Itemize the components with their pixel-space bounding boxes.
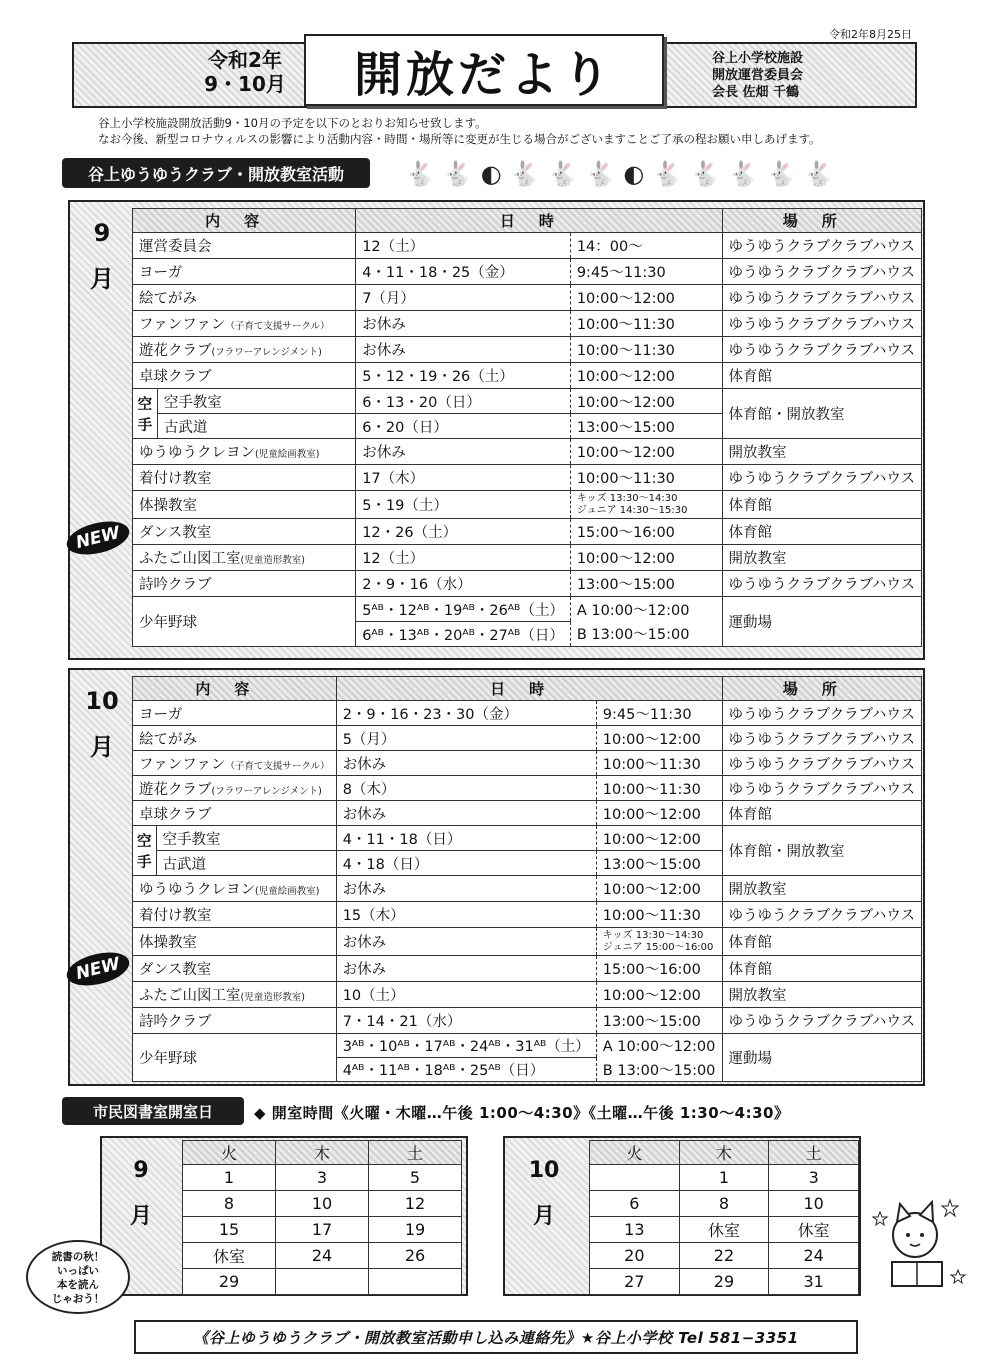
activity-place: ゆうゆうクラブクラブハウス: [722, 902, 922, 928]
library-date-cell: 19: [369, 1217, 462, 1243]
activity-time: 10:00～11:30: [570, 311, 722, 337]
table-row: [133, 545, 922, 571]
activity-place: ゆうゆうクラブクラブハウス: [722, 726, 922, 751]
activity-name: ヨーガ: [133, 701, 337, 726]
activity-date: 10（土）: [336, 982, 596, 1008]
library-date-cell: 29: [183, 1269, 276, 1295]
activity-name: 古武道: [157, 414, 355, 439]
table-row: [133, 311, 922, 337]
activity-name: 体操教室: [133, 928, 337, 956]
library-date-cell: 24: [276, 1243, 369, 1269]
library-date-cell: 12: [369, 1191, 462, 1217]
activity-place: ゆうゆうクラブクラブハウス: [722, 259, 922, 285]
table-row: [133, 597, 922, 622]
library-date-cell: 10: [276, 1191, 369, 1217]
col-place: 場所: [722, 677, 922, 701]
table-row: [133, 801, 922, 826]
activity-date: 6・13・20（日）: [356, 389, 571, 414]
intro-line1: 谷上小学校施設開放活動9・10月の予定を以下のとおりお知らせ致します。: [98, 116, 487, 130]
activity-time: 10:00～12:00: [596, 826, 722, 851]
table-row: [133, 439, 922, 465]
month-unit: 月: [90, 265, 114, 293]
month-unit: 月: [90, 733, 114, 761]
activity-date: 4ᴬᴮ・11ᴬᴮ・18ᴬᴮ・25ᴬᴮ（日）: [336, 1058, 596, 1082]
activity-name: 少年野球: [133, 597, 356, 647]
activity-place: 運動場: [722, 597, 922, 647]
activity-place: 開放教室: [722, 439, 922, 465]
org-line2: 開放運営委員会: [712, 68, 804, 83]
library-week-row: [183, 1243, 462, 1269]
activity-name: ふたご山図工室(児童造形教室): [133, 982, 337, 1008]
library-week-row: [590, 1191, 859, 1217]
activity-date: 5・19（土）: [356, 491, 571, 519]
library-sept-label: 9 月: [129, 1158, 152, 1229]
activity-date: お休み: [336, 928, 596, 956]
activity-place: ゆうゆうクラブクラブハウス: [722, 337, 922, 363]
table-row: [133, 726, 922, 751]
activity-date: 5（月）: [336, 726, 596, 751]
library-day-header: [183, 1141, 462, 1165]
months: 9・10月: [204, 72, 286, 96]
table-row: [133, 571, 922, 597]
activity-time: 9:45～11:30: [596, 701, 722, 726]
library-date-cell: 29: [679, 1269, 769, 1295]
col-content: 内容: [133, 677, 337, 701]
activity-time: 10:00～11:30: [596, 751, 722, 776]
october-table: [132, 676, 922, 1082]
library-date-cell: [590, 1165, 680, 1191]
table-row: [133, 285, 922, 311]
september-label: [74, 210, 130, 302]
day-header: 土: [369, 1141, 462, 1165]
new-badge: NEW: [63, 516, 132, 561]
month-number: 10: [85, 687, 119, 715]
activity-time: 9:45～11:30: [570, 259, 722, 285]
activity-date: 3ᴬᴮ・10ᴬᴮ・17ᴬᴮ・24ᴬᴮ・31ᴬᴮ（土）: [336, 1034, 596, 1058]
activity-date: お休み: [356, 439, 571, 465]
activity-name: 古武道: [156, 851, 336, 876]
activity-time: 10:00～11:30: [570, 337, 722, 363]
library-week-row: [183, 1191, 462, 1217]
library-date-cell: 3: [276, 1165, 369, 1191]
activity-name: ゆうゆうクレヨン(児童絵画教室): [133, 439, 356, 465]
activity-date: 5・12・19・26（土）: [356, 363, 571, 389]
page-title: 開放だより: [304, 34, 664, 106]
activity-name: 少年野球: [133, 1034, 337, 1082]
library-date-cell: 27: [590, 1269, 680, 1295]
library-week-row: [183, 1165, 462, 1191]
library-date-cell: 13: [590, 1217, 680, 1243]
activity-name: ふたご山図工室(児童造形教室): [133, 545, 356, 571]
library-sept-table: [182, 1140, 462, 1295]
library-oct-table: [589, 1140, 859, 1295]
activity-date: 17（木）: [356, 465, 571, 491]
activity-place: ゆうゆうクラブクラブハウス: [722, 285, 922, 311]
activity-name: 遊花クラブ(フラワーアレンジメント): [133, 337, 356, 363]
activity-name: 体操教室: [133, 491, 356, 519]
activity-name: 絵てがみ: [133, 726, 337, 751]
reading-bubble: 読書の秋！ いっぱい 本を読ん じゃおう！: [26, 1240, 130, 1314]
activity-date: お休み: [336, 876, 596, 902]
cat-reading-icon: [870, 1190, 970, 1300]
activity-name: 着付け教室: [133, 465, 356, 491]
intro-text: [98, 115, 958, 147]
september-schedule: [68, 200, 925, 660]
activity-name: ファンファン（子育て支援サークル）: [133, 751, 337, 776]
october-schedule: [68, 668, 925, 1086]
karate-group: 空 手: [133, 826, 157, 876]
activity-time: キッズ 13:30～14:30 ジュニア 15:00～16:00: [596, 928, 722, 956]
table-row: [133, 233, 922, 259]
september-table: [132, 208, 922, 647]
activity-date: 12・26（土）: [356, 519, 571, 545]
activity-date: 4・11・18・25（金）: [356, 259, 571, 285]
activity-date: 2・9・16・23・30（金）: [336, 701, 596, 726]
org-line1: 谷上小学校施設: [712, 51, 804, 66]
library-date-cell: 休室: [183, 1243, 276, 1269]
activity-place: 体育館: [722, 928, 922, 956]
library-date-cell: 休室: [679, 1217, 769, 1243]
activity-place: 開放教室: [722, 545, 922, 571]
activity-name: 卓球クラブ: [133, 363, 356, 389]
activity-place: 体育館: [722, 956, 922, 982]
activity-name: ヨーガ: [133, 259, 356, 285]
activity-time: 13:00～15:00: [596, 1008, 722, 1034]
library-september: [100, 1136, 468, 1296]
activity-date: お休み: [336, 751, 596, 776]
activity-time: 10:00～11:30: [596, 776, 722, 801]
activity-date: お休み: [356, 337, 571, 363]
activity-time: キッズ 13:30～14:30 ジュニア 14:30～15:30: [570, 491, 722, 519]
activity-place: 運動場: [722, 1034, 922, 1082]
library-date-cell: 22: [679, 1243, 769, 1269]
activity-place: ゆうゆうクラブクラブハウス: [722, 465, 922, 491]
library-date-cell: [276, 1269, 369, 1295]
activity-place: 体育館: [722, 363, 922, 389]
section-title-activities: 谷上ゆうゆうクラブ・開放教室活動: [62, 158, 370, 188]
org-line3: 会長 佐畑 千鶴: [712, 85, 800, 100]
library-date-cell: [369, 1269, 462, 1295]
table-row: [133, 956, 922, 982]
activity-time: 13:00～15:00: [570, 571, 722, 597]
activity-place: ゆうゆうクラブクラブハウス: [722, 776, 922, 801]
activity-time: 10:00～11:30: [570, 465, 722, 491]
table-header: [133, 677, 922, 701]
activity-name: 運営委員会: [133, 233, 356, 259]
activity-time: 15:00～16:00: [570, 519, 722, 545]
karate-group: 空 手: [133, 389, 158, 439]
activity-name: ゆうゆうクレヨン(児童絵画教室): [133, 876, 337, 902]
bunny-decoration-icon: 🐇🐇◐🐇🐇🐇◐🐇🐇🐇🐇🐇: [405, 160, 842, 188]
library-week-row: [590, 1269, 859, 1295]
activity-name: 空手教室: [156, 826, 336, 851]
library-week-row: [183, 1217, 462, 1243]
activity-time: 14：00～: [570, 233, 722, 259]
day-header: 木: [276, 1141, 369, 1165]
table-row: [133, 826, 922, 851]
activity-time: 10:00～12:00: [570, 389, 722, 414]
library-date-cell: 3: [769, 1165, 859, 1191]
activity-date: 5ᴬᴮ・12ᴬᴮ・19ᴬᴮ・26ᴬᴮ（土）: [356, 597, 571, 622]
organization: [712, 50, 803, 101]
activity-place: 体育館・開放教室: [722, 826, 922, 876]
activity-date: 7（月）: [356, 285, 571, 311]
activity-place: 体育館: [722, 801, 922, 826]
col-datetime: 日時: [356, 209, 722, 233]
table-row: [133, 259, 922, 285]
activity-name: 詩吟クラブ: [133, 571, 356, 597]
month-number: 9: [93, 219, 111, 247]
activity-time: 10:00～12:00: [570, 439, 722, 465]
library-week-row: [183, 1269, 462, 1295]
activity-time: 10:00～12:00: [596, 726, 722, 751]
library-date-cell: 10: [769, 1191, 859, 1217]
library-date-cell: 24: [769, 1243, 859, 1269]
activity-time: 10:00～11:30: [596, 902, 722, 928]
table-row: [133, 1008, 922, 1034]
table-row: [133, 363, 922, 389]
new-badge: NEW: [63, 947, 132, 992]
activity-time: 10:00～12:00: [596, 982, 722, 1008]
activity-time: A 10:00～12:00: [570, 597, 722, 622]
table-row: [133, 701, 922, 726]
activity-date: お休み: [356, 311, 571, 337]
activity-place: ゆうゆうクラブクラブハウス: [722, 751, 922, 776]
activity-date: 4・18（日）: [336, 851, 596, 876]
day-header: 火: [590, 1141, 680, 1165]
activity-date: 6・20（日）: [356, 414, 571, 439]
day-header: 火: [183, 1141, 276, 1165]
activity-date: 12（土）: [356, 233, 571, 259]
library-date-cell: 17: [276, 1217, 369, 1243]
activity-date: 15（木）: [336, 902, 596, 928]
activity-time: A 10:00～12:00: [596, 1034, 722, 1058]
activity-time: B 13:00～15:00: [596, 1058, 722, 1082]
library-date-cell: 15: [183, 1217, 276, 1243]
day-header: 土: [769, 1141, 859, 1165]
activity-name: 卓球クラブ: [133, 801, 337, 826]
activity-place: ゆうゆうクラブクラブハウス: [722, 1008, 922, 1034]
library-date-cell: 8: [183, 1191, 276, 1217]
activity-name: 詩吟クラブ: [133, 1008, 337, 1034]
col-content: 内容: [133, 209, 356, 233]
table-row: [133, 519, 922, 545]
day-header: 木: [679, 1141, 769, 1165]
table-row: [133, 928, 922, 956]
activity-place: 体育館: [722, 491, 922, 519]
library-date-cell: 26: [369, 1243, 462, 1269]
activity-place: ゆうゆうクラブクラブハウス: [722, 571, 922, 597]
contact-footer: 《谷上ゆうゆうクラブ・開放教室活動申し込み連絡先》★谷上小学校 Tel 581−3351: [134, 1320, 858, 1354]
era-months: [190, 48, 300, 96]
activity-place: 体育館・開放教室: [722, 389, 922, 439]
library-october: [503, 1136, 861, 1296]
activity-place: 開放教室: [722, 876, 922, 902]
library-date-cell: 6: [590, 1191, 680, 1217]
library-date-cell: 20: [590, 1243, 680, 1269]
activity-name: 遊花クラブ(フラワーアレンジメント): [133, 776, 337, 801]
library-week-row: [590, 1217, 859, 1243]
table-row: [133, 776, 922, 801]
library-date-cell: 1: [183, 1165, 276, 1191]
library-date-cell: 8: [679, 1191, 769, 1217]
activity-place: ゆうゆうクラブクラブハウス: [722, 311, 922, 337]
activity-name: ダンス教室: [133, 956, 337, 982]
table-row: [133, 751, 922, 776]
table-row: [133, 465, 922, 491]
table-row: [133, 876, 922, 902]
library-date-cell: 5: [369, 1165, 462, 1191]
library-week-row: [590, 1165, 859, 1191]
col-datetime: 日時: [336, 677, 722, 701]
activity-date: 6ᴬᴮ・13ᴬᴮ・20ᴬᴮ・27ᴬᴮ（日）: [356, 622, 571, 647]
library-date-cell: 休室: [769, 1217, 859, 1243]
activity-name: ファンファン（子育て支援サークル）: [133, 311, 356, 337]
activity-place: ゆうゆうクラブクラブハウス: [722, 701, 922, 726]
library-day-header: [590, 1141, 859, 1165]
activity-date: お休み: [336, 801, 596, 826]
activity-time: 10:00～12:00: [596, 801, 722, 826]
intro-line2: なお今後、新型コロナウィルスの影響により活動内容・時間・場所等に変更が生じる場合がございますことご了承の程お願い申しあげます。: [98, 132, 821, 146]
table-header: [133, 209, 922, 233]
table-row: [133, 982, 922, 1008]
activity-place: 開放教室: [722, 982, 922, 1008]
activity-time: 10:00～12:00: [570, 363, 722, 389]
activity-name: ダンス教室: [133, 519, 356, 545]
activity-date: 4・11・18（日）: [336, 826, 596, 851]
library-hours: ◆ 開室時間《火曜・木曜…午後 1:00～4:30》《土曜…午後 1:30～4:30》: [254, 1104, 790, 1122]
activity-name: 空手教室: [157, 389, 355, 414]
activity-date: 7・14・21（水）: [336, 1008, 596, 1034]
activity-time: 15:00～16:00: [596, 956, 722, 982]
issue-date: 令和2年8月25日: [829, 28, 912, 41]
table-row: [133, 337, 922, 363]
activity-place: ゆうゆうクラブクラブハウス: [722, 233, 922, 259]
table-row: [133, 491, 922, 519]
era-year: 令和2年: [208, 48, 282, 72]
activity-time: 10:00～12:00: [570, 285, 722, 311]
activity-date: 12（土）: [356, 545, 571, 571]
activity-time: B 13:00～15:00: [570, 622, 722, 647]
col-place: 場所: [722, 209, 922, 233]
activity-date: 8（木）: [336, 776, 596, 801]
activity-date: お休み: [336, 956, 596, 982]
table-row: [133, 389, 922, 414]
activity-name: 着付け教室: [133, 902, 337, 928]
library-date-cell: 1: [679, 1165, 769, 1191]
activity-time: 13:00～15:00: [570, 414, 722, 439]
activity-place: 体育館: [722, 519, 922, 545]
section-title-library: 市民図書室開室日: [62, 1097, 244, 1125]
october-label: [74, 678, 130, 770]
activity-time: 10:00～12:00: [596, 876, 722, 902]
library-date-cell: 31: [769, 1269, 859, 1295]
library-oct-label: 10 月: [528, 1158, 560, 1229]
activity-name: 絵てがみ: [133, 285, 356, 311]
table-row: [133, 1034, 922, 1058]
activity-time: 13:00～15:00: [596, 851, 722, 876]
library-week-row: [590, 1243, 859, 1269]
table-row: [133, 902, 922, 928]
activity-date: 2・9・16（水）: [356, 571, 571, 597]
activity-time: 10:00～12:00: [570, 545, 722, 571]
